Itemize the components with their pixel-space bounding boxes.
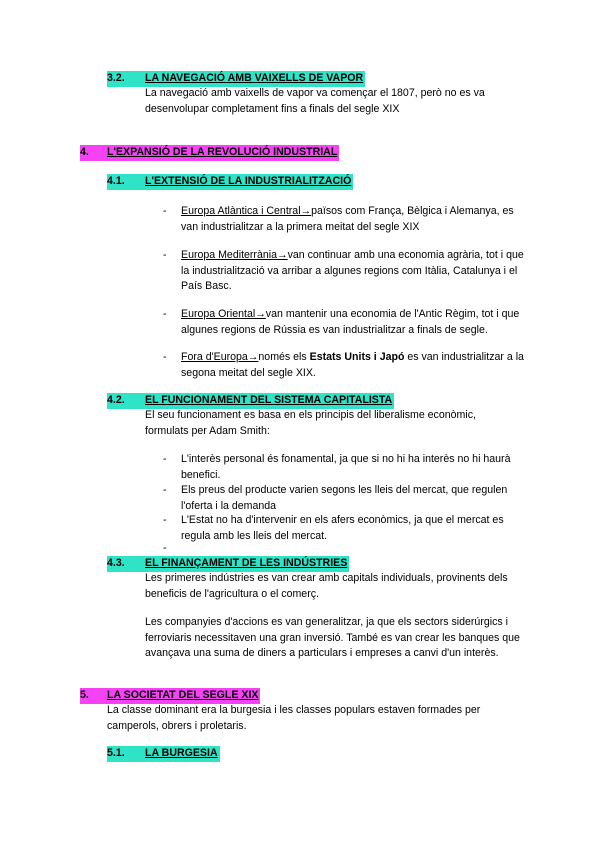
bullet-dash: - (163, 351, 167, 363)
item-bold: Estats Units i Japó (309, 351, 405, 363)
heading-5-1 (107, 746, 220, 762)
heading-4-2 (107, 393, 394, 409)
item-text: països com França, Bèlgica i Alemanya, es van industrialitzar a la primera meitat del segle XIX (181, 205, 514, 233)
heading-title: L'EXTENSIÓ DE LA INDUSTRIALITZACIÓ (145, 175, 352, 187)
heading-title: EL FUNCIONAMENT DEL SISTEMA CAPITALISTA (145, 394, 393, 406)
paragraph-4-3-a: Les primeres indústries es van crear amb capitals individuals, provinents dels beneficis de l'agricultura o el comerç. (145, 572, 508, 600)
list-item-text (181, 204, 531, 235)
bullet-dash: - (163, 542, 167, 554)
bullet-dash: - (163, 308, 167, 320)
region-label: Europa Oriental→ (181, 308, 266, 320)
heading-number: 4.1. (107, 175, 125, 187)
paragraph-3-2: La navegació amb vaixells de vapor va començar el 1807, però no es va desenvolupar completament fins a finals del segle XIX (145, 87, 485, 115)
bullet-dash: - (163, 514, 167, 526)
list-item-text (181, 307, 531, 338)
item-text: van continuar amb una economia agrària, tot i que la industrialització va arribar a algunes regions com Itàlia, Catalunya i el País Basc. (181, 249, 524, 292)
heading-number: 5.1. (107, 747, 125, 759)
item-text: van mantenir una economia de l'Antic Règim, tot i que algunes regions de Rússia es van industrialitzar a finals de segle. (181, 308, 520, 336)
region-label: Fora d'Europa→ (181, 351, 259, 363)
paragraph-4-2: El seu funcionament es basa en els principis del liberalisme econòmic, formulats per Adam Smith: (145, 409, 476, 437)
heading-title: LA NAVEGACIÓ AMB VAIXELLS DE VAPOR (145, 72, 364, 84)
heading-number: 4.3. (107, 557, 125, 569)
heading-title: EL FINANÇAMENT DE LES INDÚSTRIES (145, 557, 348, 569)
heading-3-2 (107, 71, 365, 87)
item-pre: només els (258, 351, 310, 363)
bullet-dash: - (163, 484, 167, 496)
paragraph-5: La classe dominant era la burgesia i les classes populars estaven formades per camperols, obrers i proletaris. (107, 704, 481, 732)
heading-4-1 (107, 174, 353, 190)
paragraph-4-3-b: Les companyies d'accions es van generalitzar, ja que els sectors siderúrgics i ferroviaris necessitaven una gran inversió. També es van crear les banques que avançava una suma de diners a particulars i empreses a canvi d'un interès. (145, 616, 520, 659)
heading-title: LA SOCIETAT DEL SEGLE XIX (107, 689, 259, 701)
list-item-text: L'interès personal és fonamental, ja que si no hi ha interès no hi haurà benefici. (181, 453, 511, 481)
heading-number: 3.2. (107, 72, 125, 84)
heading-title: LA BURGESIA (145, 747, 218, 759)
heading-number: 5. (80, 689, 89, 701)
region-label: Europa Mediterrània→ (181, 249, 288, 261)
list-item-text: L'Estat no ha d'intervenir en els afers econòmics, ja que el mercat es regula amb les lleis del mercat. (181, 514, 504, 542)
list-item-text: Els preus del producte varien segons les lleis del mercat, que regulen l'oferta i la demanda (181, 484, 508, 512)
bullet-dash: - (163, 453, 167, 465)
heading-number: 4.2. (107, 394, 125, 406)
bullet-dash: - (163, 205, 167, 217)
heading-number: 4. (80, 146, 89, 158)
heading-5 (80, 688, 260, 704)
bullet-dash: - (163, 249, 167, 261)
heading-4 (80, 145, 339, 161)
list-item-text (181, 350, 531, 381)
heading-4-3 (107, 556, 349, 572)
heading-title: L'EXPANSIÓ DE LA REVOLUCIÓ INDUSTRIAL (107, 146, 338, 158)
region-label: Europa Atlàntica i Central→ (181, 205, 312, 217)
item-text: es van industrialitzar a la segona meitat del segle XIX. (181, 351, 524, 379)
list-item-text (181, 248, 531, 295)
